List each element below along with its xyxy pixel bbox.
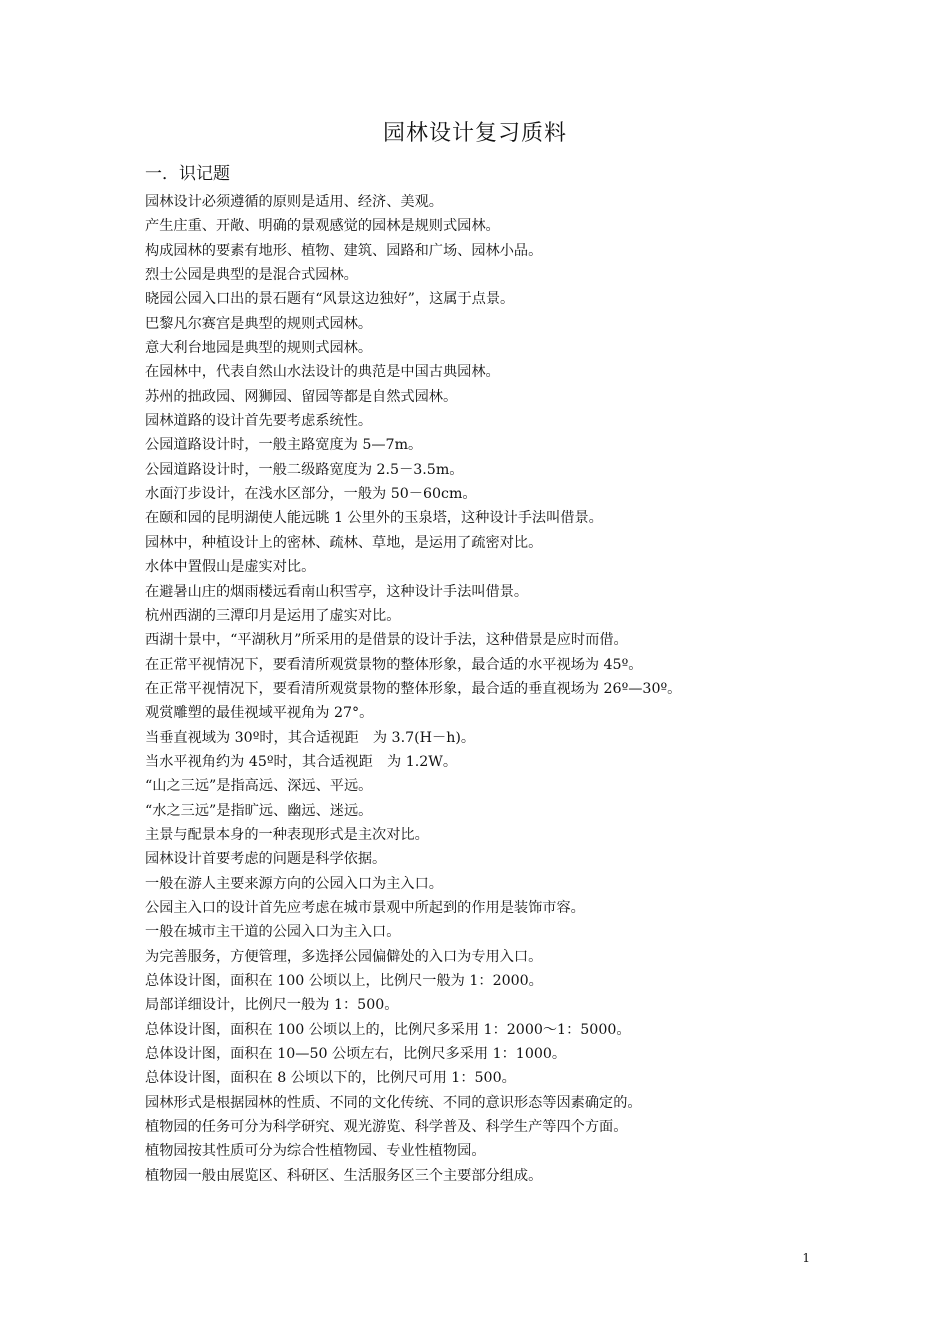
text-line: 在正常平视情况下，要看清所观赏景物的整体形象，最合适的垂直视场为 26º—30º。 (145, 680, 682, 697)
text-line: 构成园林的要素有地形、植物、建筑、园路和广场、园林小品。 (145, 242, 543, 259)
text-line: 观赏雕塑的最佳视域平视角为 27°。 (145, 705, 374, 722)
text-line: 苏州的拙政园、网狮园、留园等都是自然式园林。 (145, 388, 458, 405)
text-line: 公园道路设计时，一般主路宽度为 5—7m。 (145, 437, 423, 454)
text-line: 晓园公园入口出的景石题有“风景这边独好”，这属于点景。 (145, 291, 515, 308)
text-line: 一般在游人主要来源方向的公园入口为主入口。 (145, 875, 443, 892)
text-line: 杭州西湖的三潭印月是运用了虚实对比。 (145, 607, 401, 624)
text-line: 园林道路的设计首先要考虑系统性。 (145, 413, 373, 430)
text-line: 当垂直视域为 30º时，其合适视距 为 3.7(H－h)。 (145, 729, 476, 746)
text-line: 局部详细设计，比例尺一般为 1：500。 (145, 997, 399, 1014)
text-line: 总体设计图，面积在 8 公顷以下的，比例尺可用 1：500。 (145, 1070, 516, 1087)
text-line: 植物园按其性质可分为综合性植物园、专业性植物园。 (145, 1143, 486, 1160)
text-line: 公园主入口的设计首先应考虑在城市景观中所起到的作用是装饰市容。 (145, 899, 585, 916)
text-line: 在颐和园的昆明湖使人能远眺 1 公里外的玉泉塔，这种设计手法叫借景。 (145, 510, 603, 527)
text-line: 总体设计图，面积在 100 公顷以上，比例尺一般为 1：2000。 (145, 973, 543, 989)
page-number: 1 (802, 1251, 810, 1265)
text-line: 巴黎凡尔赛宫是典型的规则式园林。 (145, 315, 373, 332)
text-line: 水体中置假山是虚实对比。 (145, 559, 316, 576)
text-line: 植物园一般由展览区、科研区、生活服务区三个主要部分组成。 (145, 1167, 543, 1184)
text-line: 主景与配景本身的一种表现形式是主次对比。 (145, 826, 429, 843)
text-line: 为完善服务，方便管理，多选择公园偏僻处的入口为专用入口。 (145, 948, 543, 965)
text-line: 西湖十景中，“平湖秋月”所采用的是借景的设计手法，这种借景是应时而借。 (145, 632, 628, 649)
text-line: 在正常平视情况下，要看清所观赏景物的整体形象，最合适的水平视场为 45º。 (145, 656, 643, 673)
text-line: 产生庄重、开敞、明确的景观感觉的园林是规则式园林。 (145, 218, 500, 235)
text-line: “山之三远”是指高远、深远、平远。 (145, 778, 373, 795)
text-line: “水之三远”是指旷远、幽远、迷远。 (145, 802, 373, 819)
text-line: 在避暑山庄的烟雨楼远看南山积雪亭，这种设计手法叫借景。 (145, 583, 529, 600)
text-line: 园林设计首要考虑的问题是科学依据。 (145, 851, 387, 868)
text-line: 当水平视角约为 45º时，其合适视距 为 1.2W。 (145, 753, 458, 770)
text-line: 烈士公园是典型的是混合式园林。 (145, 267, 358, 284)
text-line: 一般在城市主干道的公园入口为主入口。 (145, 924, 401, 941)
text-line: 水面汀步设计，在浅水区部分，一般为 50－60cm。 (145, 486, 477, 503)
text-line: 园林设计必须遵循的原则是适用、经济、美观。 (145, 194, 443, 210)
document-title: 园林设计复习质料 (382, 121, 567, 146)
content-lines (145, 190, 825, 1188)
text-line: 植物园的任务可分为科学研究、观光游览、科学普及、科学生产等四个方面。 (145, 1119, 628, 1136)
text-line: 在园林中，代表自然山水法设计的典范是中国古典园林。 (145, 364, 500, 381)
text-line: 意大利台地园是典型的规则式园林。 (145, 340, 373, 357)
text-line: 总体设计图，面积在 10—50 公顷左右，比例尺多采用 1：1000。 (145, 1046, 567, 1063)
text-line: 总体设计图，面积在 100 公顷以上的，比例尺多采用 1：2000～1：5000。 (145, 1021, 631, 1038)
section-heading: 一．识记题 (145, 164, 230, 184)
text-line: 公园道路设计时，一般二级路宽度为 2.5－3.5m。 (145, 461, 464, 478)
text-line: 园林形式是根据园林的性质、不同的文化传统、不同的意识形态等因素确定的。 (145, 1094, 642, 1111)
text-line: 园林中，种植设计上的密林、疏林、草地，是运用了疏密对比。 (145, 534, 543, 551)
